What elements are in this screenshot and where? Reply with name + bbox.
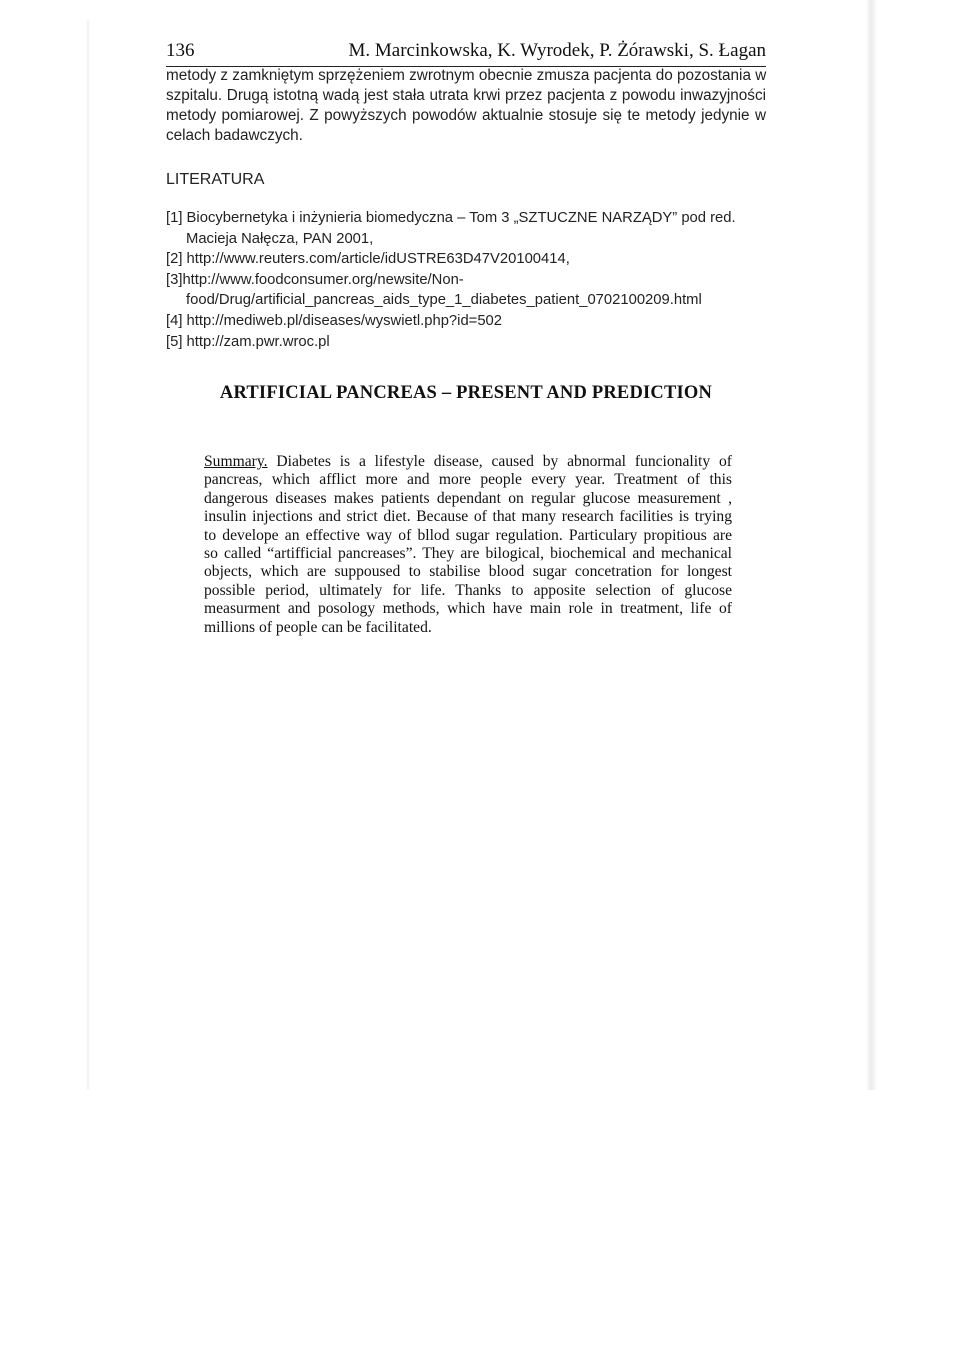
summary-line: pancreas, which afflict more and more people every year. Treatment of this <box>204 471 732 489</box>
summary-label: Summary. <box>204 453 268 470</box>
scan-shadow-left <box>86 20 90 1090</box>
polish-paragraph <box>166 66 766 146</box>
summary-line: possible period, ultimately for life. Thanks to apposite selection of glucose <box>204 581 732 599</box>
summary-line: insulin injections and strict diet. Because of that many research facilities is trying <box>204 508 732 526</box>
reference-line: Macieja Nałęcza, PAN 2001, <box>186 230 374 247</box>
reference-line: [1] Biocybernetyka i inżynieria biomedyczna – Tom 3 „SZTUCZNE NARZĄDY” pod red. <box>166 210 736 226</box>
document-page <box>166 30 767 636</box>
summary-line: to develope an effective way of bllod sugar regulation. Particulary propitious are <box>204 526 732 544</box>
paragraph-line: celach badawczych. <box>166 127 303 144</box>
paragraph-line: szpitalu. Drugą istotną wadą jest stała utrata krwi przez pacjenta z powodu inwazyjności <box>166 87 766 104</box>
summary-text: Diabetes is a lifestyle disease, caused by abnormal funcionality of <box>267 453 732 470</box>
reference-list <box>166 208 766 352</box>
summary-line: dangerous diseases makes patients dependant on regular glucose measurement , <box>204 489 732 507</box>
summary-line: measurment and posology methods, which have main role in treatment, life of <box>204 600 732 618</box>
page-number: 136 <box>166 40 195 61</box>
literature-heading: LITERATURA <box>166 171 265 188</box>
reference-line: [5] http://zam.pwr.wroc.pl <box>166 333 330 350</box>
summary-line: millions of people can be facilitated. <box>204 618 432 636</box>
summary-line: so called “artifficial pancreases”. They are bilogical, biochemical and mechanical <box>204 545 732 563</box>
reference-line: [2] http://www.reuters.com/article/idUSTRE63D47V20100414, <box>166 251 570 268</box>
reference-line: food/Drug/artificial_pancreas_aids_type_1_diabetes_patient_0702100209.html <box>186 292 702 309</box>
running-header <box>166 30 766 60</box>
english-summary <box>204 453 732 637</box>
paragraph-line: metody z zamkniętym sprzężeniem zwrotnym obecnie zmusza pacjenta do pozostania w <box>166 67 767 84</box>
reference-line: [3]http://www.foodconsumer.org/newsite/Non- <box>166 271 464 288</box>
summary-line: objects, which are suppoused to stabilise blood sugar concetration for longest <box>204 563 732 581</box>
summary-first-line <box>204 453 732 471</box>
header-authors: M. Marcinkowska, K. Wyrodek, P. Żórawski, S. Łagan <box>348 40 766 61</box>
paragraph-line: metody pomiarowej. Z powyższych powodów aktualnie stosuje się te metody jedynie w <box>166 107 766 124</box>
reference-line: [4] http://mediweb.pl/diseases/wyswietl.php?id=502 <box>166 312 503 329</box>
english-title: ARTIFICIAL PANCREAS – PRESENT AND PREDICTION <box>219 383 713 403</box>
scan-shadow-right <box>866 0 876 1090</box>
